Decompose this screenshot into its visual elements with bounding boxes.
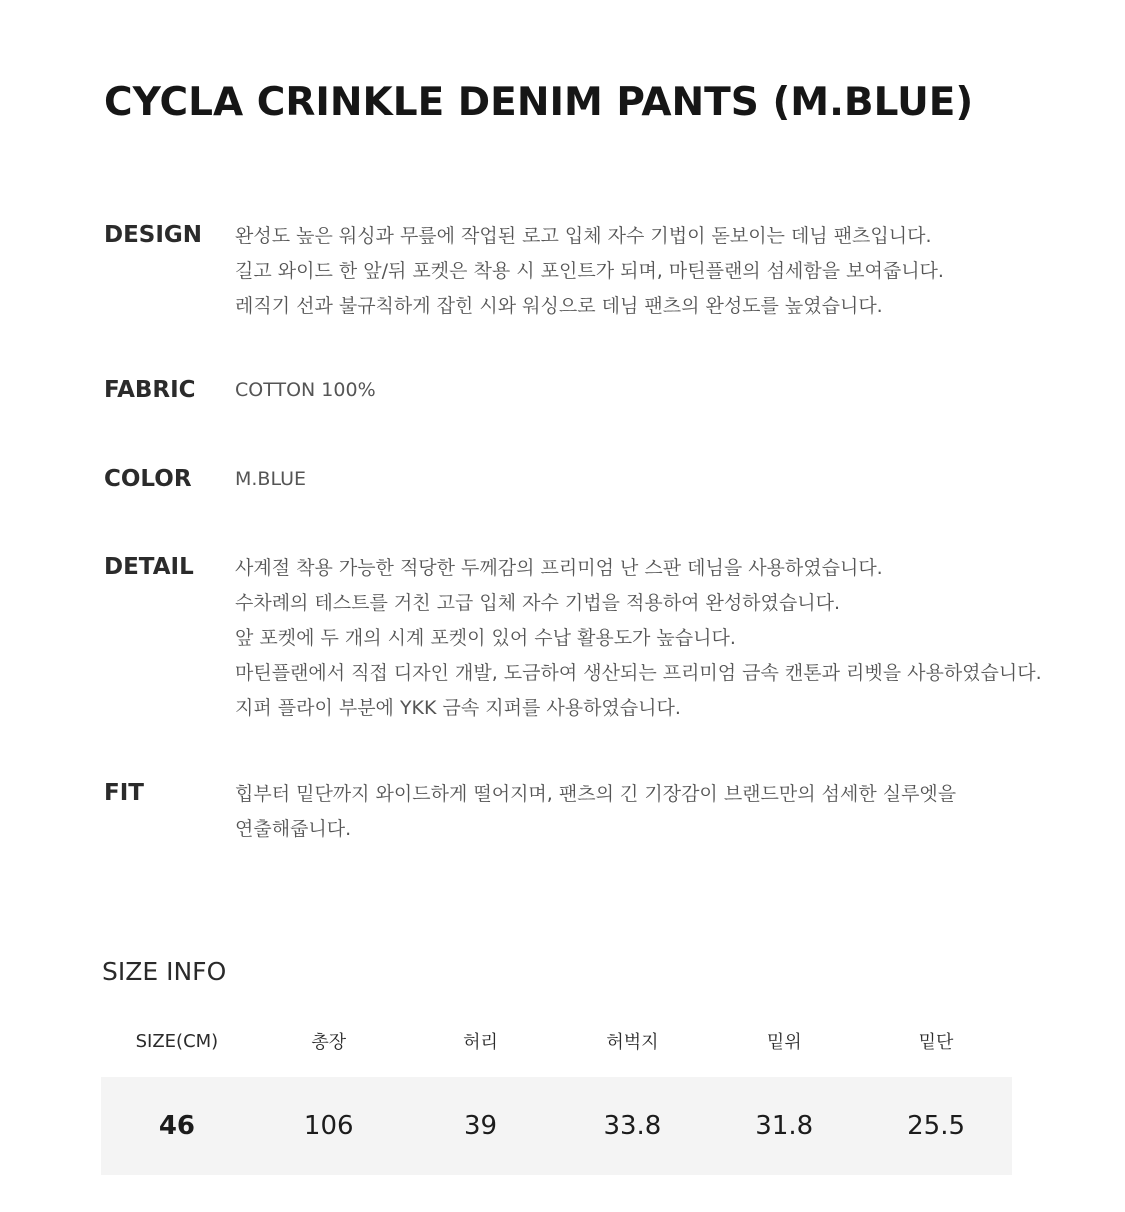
size-cell-thigh: 33.8 (556, 1077, 708, 1175)
fabric-body (235, 373, 1065, 408)
design-line: 레직기 선과 불규칙하게 잡힌 시와 워싱으로 데님 팬츠의 완성도를 높였습니다. (235, 295, 883, 317)
size-table-header-row (101, 1020, 1012, 1062)
size-cell-size: 46 (101, 1077, 253, 1175)
size-cell-waist: 39 (405, 1077, 557, 1175)
size-header-size: SIZE(CM) (135, 1030, 219, 1052)
size-cell-rise: 31.8 (708, 1077, 860, 1175)
color-label: COLOR (104, 466, 192, 492)
detail-line: 수차례의 테스트를 거친 고급 입체 자수 기법을 적용하여 완성하였습니다. (235, 592, 840, 614)
detail-body (235, 551, 1065, 726)
color-body (235, 462, 1065, 497)
detail-line: 사계절 착용 가능한 적당한 두께감의 프리미엄 난 스판 데님을 사용하였습니다. (235, 557, 883, 579)
design-line: 길고 와이드 한 앞/뒤 포켓은 착용 시 포인트가 되며, 마틴플랜의 섬세함을 보여줍니다. (235, 260, 944, 282)
size-header-hem: 밑단 (918, 1032, 954, 1053)
table-spacer (101, 1062, 1012, 1077)
size-cell-length: 106 (253, 1077, 405, 1175)
size-info-title: SIZE INFO (102, 957, 227, 986)
design-body (235, 219, 1065, 324)
size-cell-hem: 25.5 (860, 1077, 1012, 1175)
table-row (101, 1077, 1012, 1175)
design-line: 완성도 높은 워싱과 무릎에 작업된 로고 입체 자수 기법이 돋보이는 데님 팬츠입니다. (235, 225, 932, 247)
color-value: M.BLUE (235, 468, 307, 490)
detail-line: 앞 포켓에 두 개의 시계 포켓이 있어 수납 활용도가 높습니다. (235, 627, 736, 649)
product-title: CYCLA CRINKLE DENIM PANTS (M.BLUE) (104, 80, 974, 125)
design-label: DESIGN (104, 222, 203, 248)
fit-line: 힙부터 밑단까지 와이드하게 떨어지며, 팬츠의 긴 기장감이 브랜드만의 섬세한 실루엣을 (235, 783, 957, 805)
size-table (101, 1020, 1012, 1175)
size-header-length: 총장 (311, 1032, 347, 1053)
detail-line: 마틴플랜에서 직접 디자인 개발, 도금하여 생산되는 프리미엄 금속 캔톤과 리벳을 사용하였습니다. (235, 662, 1042, 684)
detail-line: 지퍼 플라이 부분에 YKK 금속 지퍼를 사용하였습니다. (235, 697, 681, 719)
fabric-value: COTTON 100% (235, 379, 376, 401)
fit-label: FIT (104, 780, 144, 806)
size-header-waist: 허리 (463, 1032, 498, 1053)
size-header-thigh: 허벅지 (606, 1032, 659, 1053)
fit-body (235, 777, 1065, 847)
size-header-rise: 밑위 (766, 1032, 802, 1053)
fabric-label: FABRIC (104, 377, 196, 403)
detail-label: DETAIL (104, 554, 194, 580)
fit-line: 연출해줍니다. (235, 818, 352, 840)
